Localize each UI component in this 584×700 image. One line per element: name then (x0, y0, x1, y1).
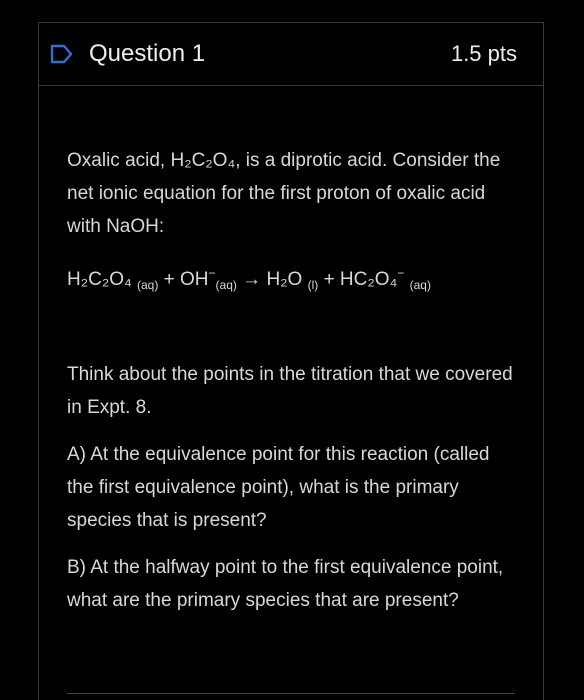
question-intro: Oxalic acid, H₂C₂O₄, is a diprotic acid. Consider the net ionic equation for the first proton of oxalic acid with NaOH: (67, 150, 501, 237)
equation-hc2o4-charge: − (397, 266, 405, 280)
equation-reactant-1: H₂C₂O₄ (67, 269, 132, 290)
question-card (38, 22, 544, 700)
question-body (39, 86, 543, 617)
equation-product-1: H₂O (266, 269, 303, 290)
net-ionic-equation (67, 257, 515, 302)
question-points: 1.5 pts (450, 41, 517, 66)
equation-oh-charge: − (208, 266, 216, 280)
equation-plus-oh: + OH (163, 269, 209, 290)
equation-reactant-1-phase: (aq) (137, 278, 159, 292)
question-part-a: A) At the equivalence point for this reaction (called the first equivalence point), what is the primary species that is present? (67, 444, 490, 531)
answer-divider (67, 693, 515, 694)
equation-plus-hc2o4: + HC₂O₄ (323, 269, 398, 290)
question-header (39, 23, 543, 86)
question-think: Think about the points in the titration that we covered in Expt. 8. (67, 364, 513, 418)
equation-product-1-phase: (l) (307, 278, 319, 292)
question-part-b: B) At the halfway point to the first equivalence point, what are the primary species that are present? (67, 557, 504, 611)
flag-question-icon[interactable] (49, 43, 75, 65)
equation-reactant-2-phase: (aq) (215, 278, 237, 292)
equation-product-2-phase: (aq) (409, 278, 431, 292)
equation-arrow: → (242, 269, 262, 290)
question-title: Question 1 (89, 40, 206, 67)
